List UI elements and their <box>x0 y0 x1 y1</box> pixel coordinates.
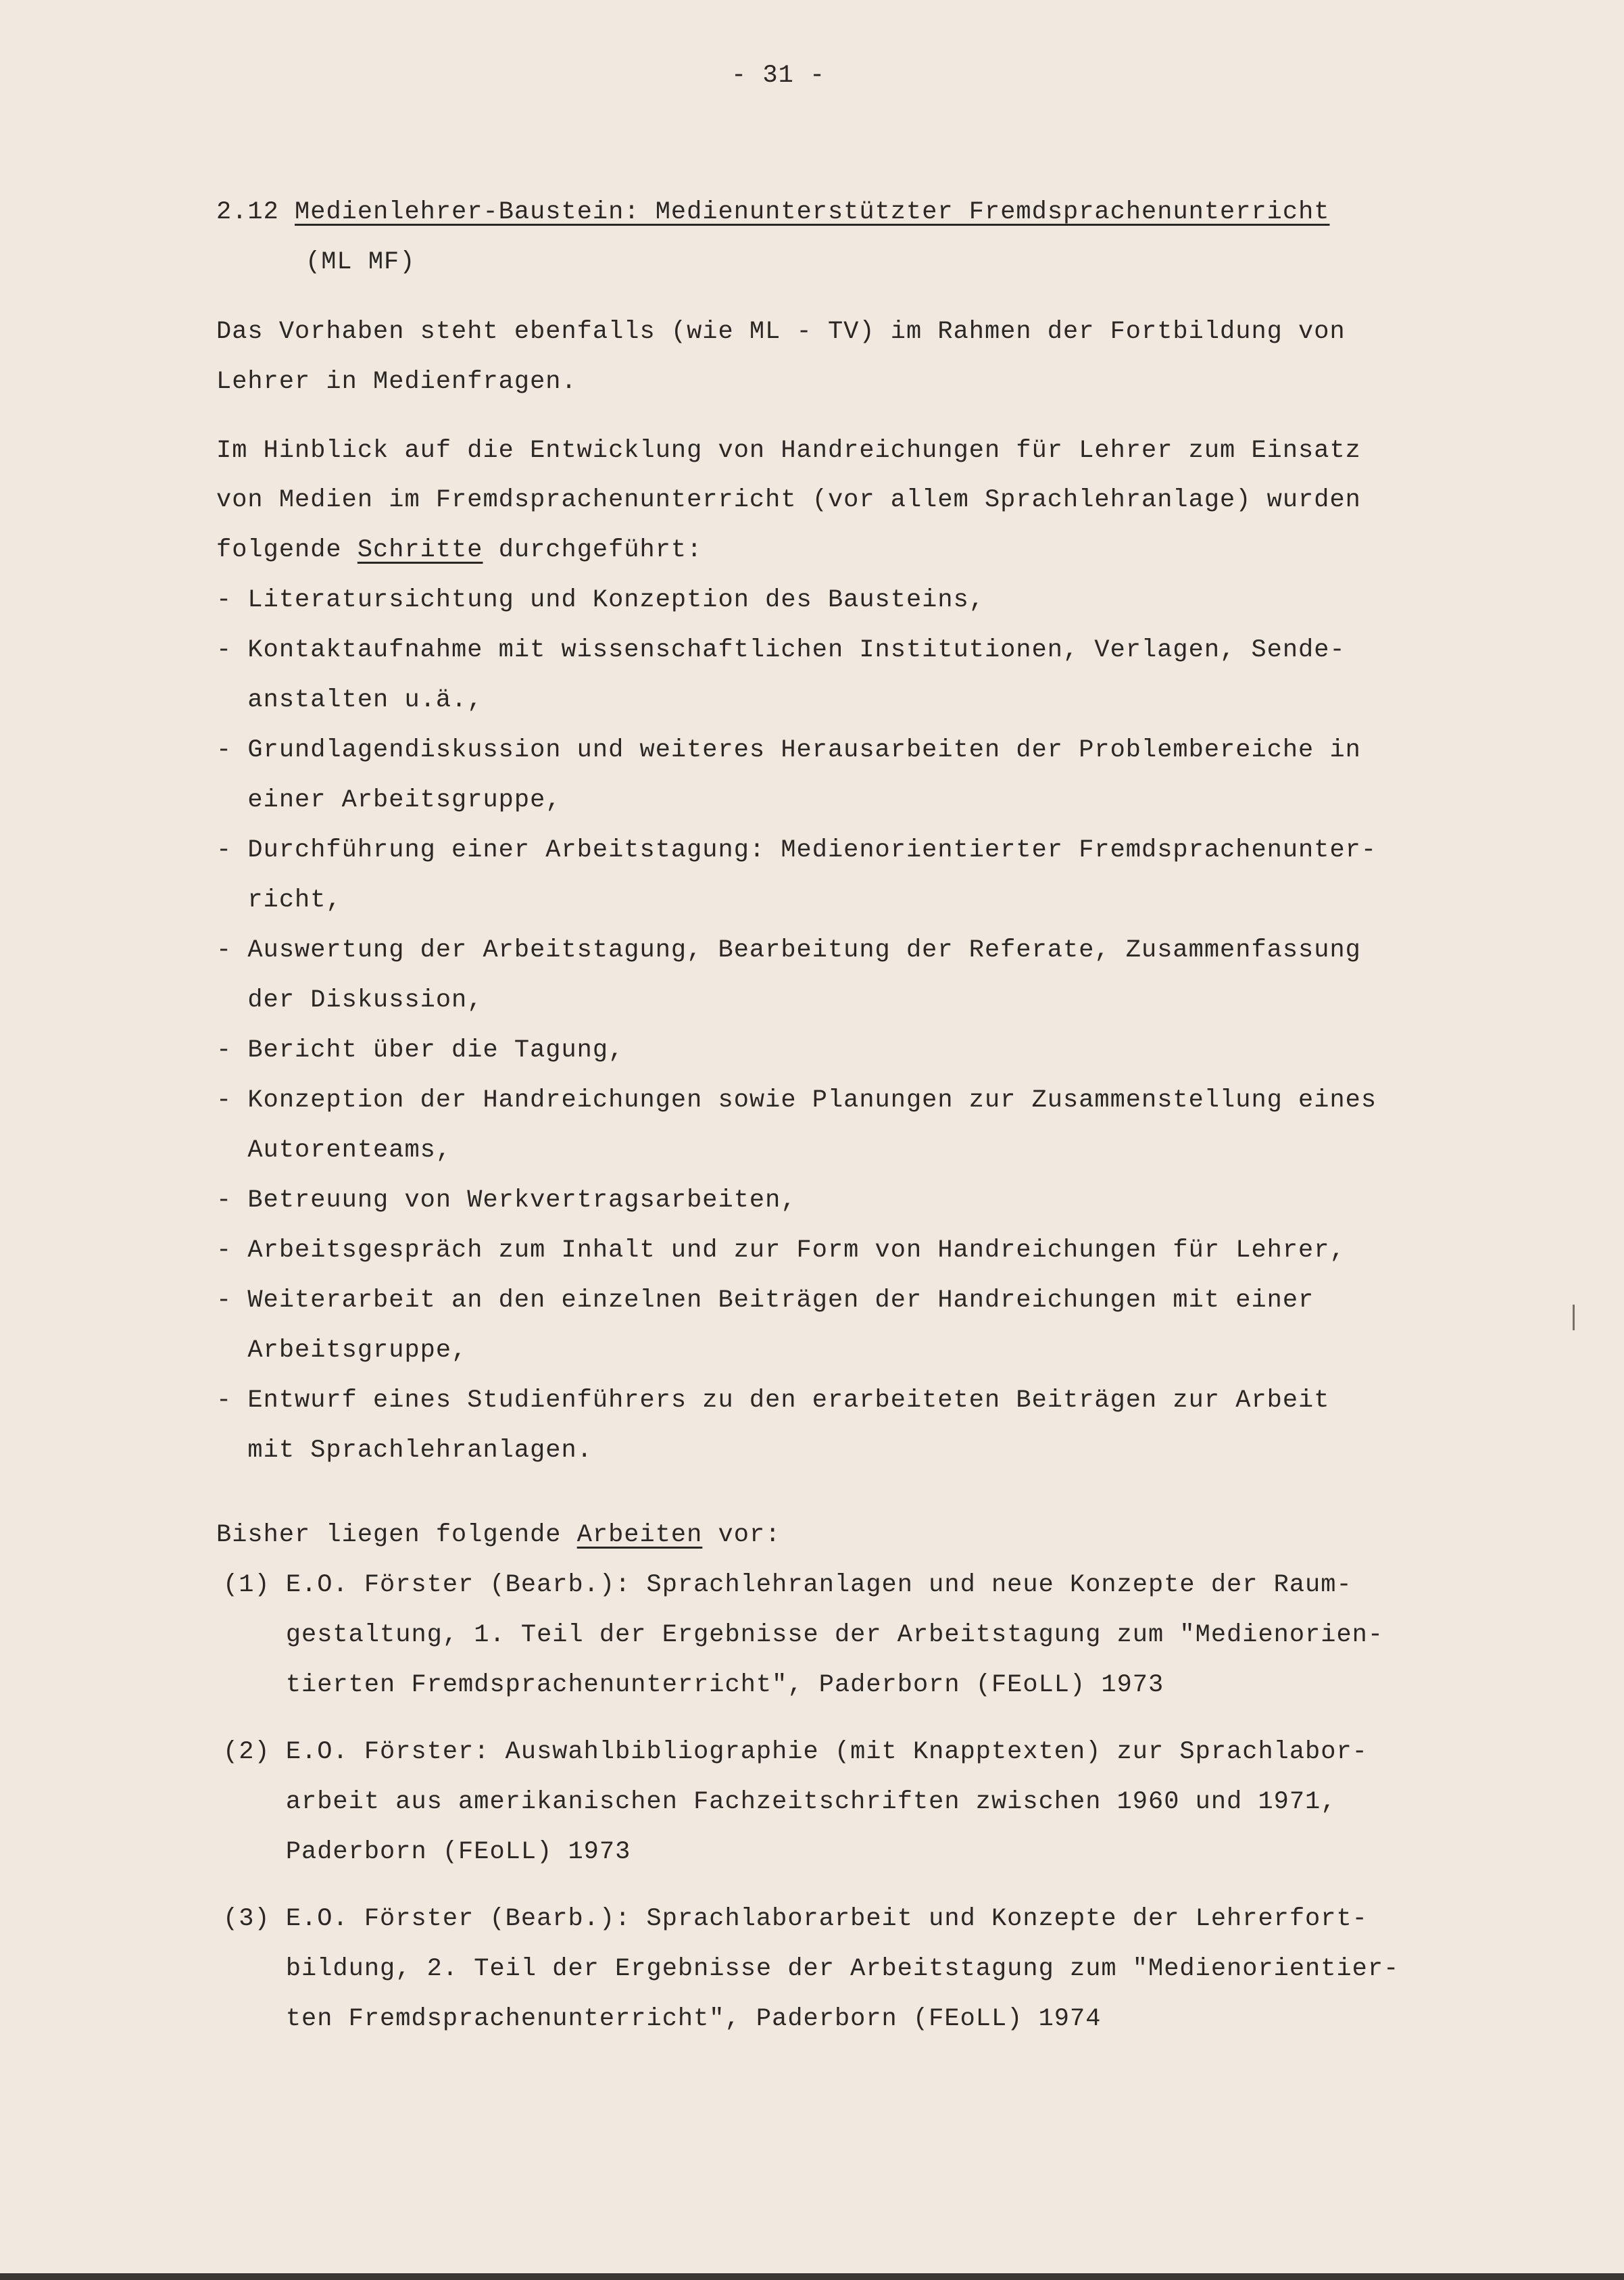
works-entry: tierten Fremdsprachenunterricht", Paderborn (FEoLL) 1973 <box>223 1671 1164 1699</box>
works-entry: ten Fremdsprachenunterricht", Paderborn (FEoLL) 1974 <box>223 2005 1102 2033</box>
list-item: der Diskussion, <box>216 986 483 1015</box>
paragraph-line: Lehrer in Medienfragen. <box>216 368 577 396</box>
underlined-term: Schritte <box>357 536 483 564</box>
list-item: anstalten u.ä., <box>216 686 483 714</box>
works-entry: (3) E.O. Förster (Bearb.): Sprachlaborarbeit und Konzepte der Lehrerfort- <box>223 1905 1368 1933</box>
paragraph-line <box>216 538 702 563</box>
list-item: mit Sprachlehranlagen. <box>216 1436 593 1465</box>
list-item: - Bericht über die Tagung, <box>216 1036 624 1065</box>
text-run: Bisher liegen folgende <box>216 1521 577 1549</box>
list-item: richt, <box>216 886 342 915</box>
text-run: folgende <box>216 536 358 564</box>
list-item: - Durchführung einer Arbeitstagung: Medienorientierter Fremdsprachenunter- <box>216 836 1377 865</box>
list-item: - Literatursichtung und Konzeption des Bausteins, <box>216 586 985 614</box>
scan-bottom-edge <box>0 2273 1624 2280</box>
works-entry: (1) E.O. Förster (Bearb.): Sprachlehranlagen und neue Konzepte der Raum- <box>223 1571 1352 1599</box>
works-intro <box>216 1523 781 1548</box>
list-item: - Auswertung der Arbeitstagung, Bearbeitung der Referate, Zusammenfassung <box>216 936 1361 965</box>
list-item: einer Arbeitsgruppe, <box>216 786 562 815</box>
works-entry: (2) E.O. Förster: Auswahlbibliographie (mit Knapptexten) zur Sprachlabor- <box>223 1738 1368 1766</box>
list-item: - Betreuung von Werkvertragsarbeiten, <box>216 1186 797 1215</box>
works-entry: gestaltung, 1. Teil der Ergebnisse der Arbeitstagung zum "Medienorien- <box>223 1621 1384 1649</box>
paragraph-line: von Medien im Fremdsprachenunterricht (vor allem Sprachlehranlage) wurden <box>216 486 1361 514</box>
list-item: - Konzeption der Handreichungen sowie Planungen zur Zusammenstellung eines <box>216 1086 1377 1115</box>
works-entry: bildung, 2. Teil der Ergebnisse der Arbeitstagung zum "Medienorientier- <box>223 1955 1400 1983</box>
list-item: Autorenteams, <box>216 1136 452 1165</box>
text-run: vor: <box>702 1521 781 1549</box>
paragraph-line: Das Vorhaben steht ebenfalls (wie ML - TV) im Rahmen der Fortbildung von <box>216 318 1346 346</box>
margin-mark <box>1573 1305 1575 1330</box>
list-item: - Weiterarbeit an den einzelnen Beiträgen der Handreichungen mit einer <box>216 1286 1314 1315</box>
section-heading <box>216 200 1330 225</box>
works-entry: arbeit aus amerikanischen Fachzeitschriften zwischen 1960 und 1971, <box>223 1788 1337 1816</box>
section-number: 2.12 <box>216 198 279 226</box>
underlined-term: Arbeiten <box>576 1521 703 1549</box>
page-number: - 31 - <box>731 62 826 90</box>
list-item: - Entwurf eines Studienführers zu den erarbeiteten Beiträgen zur Arbeit <box>216 1386 1330 1415</box>
text-run: durchgeführt: <box>483 536 703 564</box>
section-title: Medienlehrer-Baustein: Medienunterstützter Fremdsprachenunterricht <box>295 198 1330 226</box>
paragraph-line: Im Hinblick auf die Entwicklung von Handreichungen für Lehrer zum Einsatz <box>216 437 1361 465</box>
list-item: - Arbeitsgespräch zum Inhalt und zur Form von Handreichungen für Lehrer, <box>216 1236 1346 1265</box>
list-item: - Kontaktaufnahme mit wissenschaftlichen Institutionen, Verlagen, Sende- <box>216 636 1346 664</box>
works-entry: Paderborn (FEoLL) 1973 <box>223 1838 631 1866</box>
list-item: - Grundlagendiskussion und weiteres Herausarbeiten der Problembereiche in <box>216 736 1361 765</box>
section-subtitle: (ML MF) <box>305 248 416 276</box>
list-item: Arbeitsgruppe, <box>216 1336 468 1365</box>
